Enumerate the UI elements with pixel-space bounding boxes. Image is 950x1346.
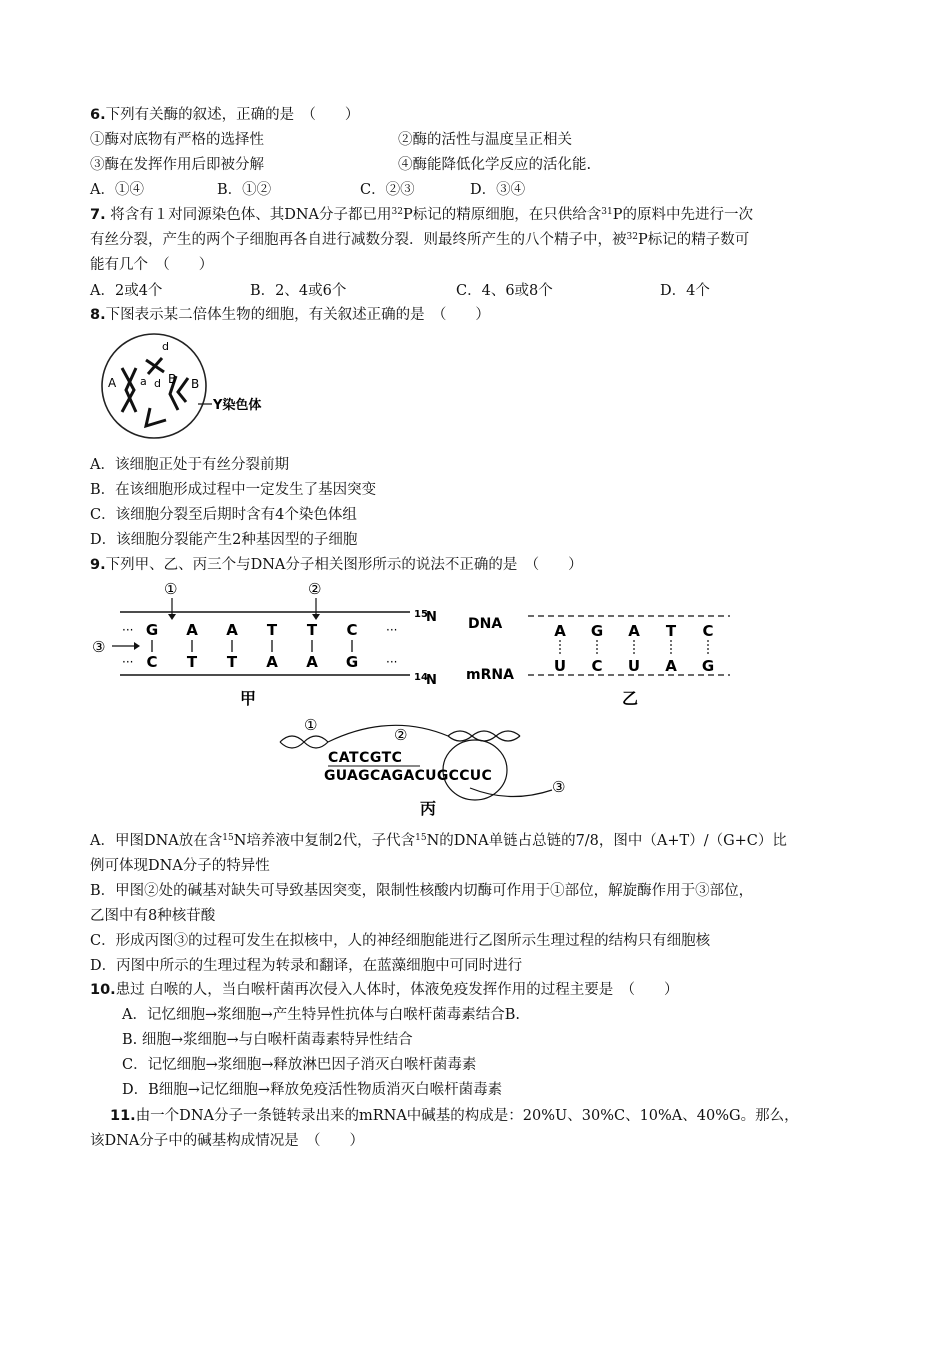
jia-top-base: T: [266, 621, 278, 639]
q6-opt1: ①酶对底物有严格的选择性: [90, 132, 264, 148]
q9-a-part2: N培养液中复制2代，子代含: [233, 833, 416, 849]
jia-bottom-base: T: [186, 653, 198, 671]
label-a: a: [140, 375, 147, 388]
jia-arrowhead-3: [134, 642, 140, 650]
bing-open-strand: [328, 725, 448, 742]
label-A: A: [108, 376, 117, 390]
q7-choice-a: A．2或4个: [90, 283, 163, 299]
q10-option-a: A．记忆细胞→浆细胞→产生特异性抗体与白喉杆菌毒素结合B.: [122, 1007, 521, 1023]
q7-number: 7.: [90, 207, 106, 223]
q9-option-a-line2: 例可体现DNA分子的特异性: [90, 858, 270, 874]
jia-bottom-base: T: [226, 653, 238, 671]
label-d: d: [154, 377, 161, 390]
jia-bottom-base: G: [345, 653, 359, 671]
q7-line3: 能有几个 （ ）: [90, 257, 214, 273]
q7-line2-part2: P标记的精子数可: [637, 232, 750, 248]
yi-mrna-label: mRNA: [466, 667, 514, 683]
bing-helix-left-2: [280, 736, 328, 748]
q6-choice-b: B．①②: [217, 182, 272, 198]
q9-stem-text: 下列甲、乙、丙三个与DNA分子相关图形所示的说法不正确的是 （ ）: [105, 557, 583, 573]
yi-dna-base: C: [702, 622, 714, 640]
q7-line2-part1: 有丝分裂，产生的两个子细胞再各自进行减数分裂．则最终所产生的八个精子中，被: [90, 232, 627, 248]
q11-line1: [110, 1106, 799, 1126]
q9-figure-jia-yi: [90, 576, 740, 706]
q10-number: 10.: [90, 982, 116, 998]
q7-sup-31: 31: [601, 207, 613, 217]
yi-dna-base: A: [628, 622, 640, 640]
bing-mark-1: ①: [304, 716, 318, 734]
q9-option-c: C．形成丙图③的过程可发生在拟核中，人的神经细胞能进行乙图所示生理过程的结构只有细胞核: [90, 933, 711, 949]
yi-rna-base: U: [553, 657, 567, 675]
jia-15-sup: 15: [414, 609, 428, 620]
q8-stem-text: 下图表示某二倍体生物的细胞，有关叙述正确的是 （ ）: [105, 307, 490, 323]
bing-helix-right-1: [448, 731, 520, 741]
q9-option-d: D．丙图中所示的生理过程为转录和翻译，在蓝藻细胞中可同时进行: [90, 958, 523, 974]
yi-caption: 乙: [622, 689, 639, 706]
q7-choice-b: B．2、4或6个: [250, 283, 347, 299]
q6-number: 6.: [90, 107, 106, 123]
label-B1: B: [168, 372, 177, 386]
q10-stem: [90, 980, 679, 1000]
jia-dots-top-left: ···: [122, 623, 134, 637]
jia-mark-1: ①: [164, 580, 178, 598]
jia-top-base: A: [226, 621, 238, 639]
q6-choice-a: A．①④: [90, 182, 144, 198]
q11-number: 11.: [110, 1108, 136, 1124]
q10-option-b: B. 细胞→浆细胞→与白喉杆菌毒素特异性结合: [122, 1032, 413, 1048]
bing-mrna-tail: [470, 788, 552, 797]
q7-sup-32: 32: [391, 207, 403, 217]
q9-stem: [90, 555, 583, 575]
q11-line2: 该DNA分子中的碱基构成情况是 （ ）: [90, 1133, 365, 1149]
q9-a-sup-15: 15: [222, 833, 234, 843]
q6-opt2: ②酶的活性与温度呈正相关: [398, 132, 572, 148]
q9-option-b-line1: B．甲图②处的碱基对缺失可导致基因突变，限制性核酸内切酶可作用于①部位，解旋酶作用于③部位，: [90, 883, 754, 899]
q8-option-a: A．该细胞正处于有丝分裂前期: [90, 457, 289, 473]
jia-14-N: N: [426, 673, 437, 688]
jia-14-sup: 14: [414, 672, 428, 683]
yi-rna-base: C: [591, 657, 603, 675]
jia-caption: 甲: [240, 689, 257, 706]
jia-mark-3: ③: [92, 638, 106, 656]
q8-cell-figure: [92, 330, 312, 445]
yi-dna-base: T: [665, 622, 677, 640]
jia-top-base: C: [346, 621, 358, 639]
q8-option-d: D．该细胞分裂能产生2种基因型的子细胞: [90, 532, 358, 548]
bing-caption: 丙: [420, 799, 437, 818]
q11-line1-text: 由一个DNA分子一条链转录出来的mRNA中碱基的构成是：20%U、30%C、10%A、40%G。那么，: [135, 1108, 799, 1124]
jia-top-base: G: [145, 621, 159, 639]
jia-base-pairs: [146, 621, 358, 671]
q9-a-part3: N的DNA单链占总链的7/8，图中（A+T）/（G+C）比: [426, 833, 787, 849]
jia-bottom-base: A: [306, 653, 318, 671]
q7-choice-c: C．4、6或8个: [456, 283, 553, 299]
yi-rna-base: G: [701, 657, 715, 675]
jia-dots-bottom-right: ···: [386, 655, 398, 669]
q9-a-part1: A．甲图DNA放在含: [90, 833, 223, 849]
yi-dna-base: G: [590, 622, 604, 640]
q7-sup-32b: 32: [626, 232, 638, 242]
yi-dna-label: DNA: [468, 616, 503, 632]
q7-line1-part1: 将含有１对同源染色体、其DNA分子都已用: [110, 207, 392, 223]
yi-rna-base: U: [627, 657, 641, 675]
q8-stem: [90, 305, 490, 325]
jia-15-N: N: [426, 610, 437, 625]
chromosome-d-2: [148, 358, 162, 374]
label-d-top: d: [162, 340, 169, 353]
q9-option-b-line2: 乙图中有8种核苷酸: [90, 908, 216, 924]
q7-line1-part2: P标记的精原细胞，在只供给含: [402, 207, 602, 223]
q6-stem: [90, 105, 359, 125]
jia-arrowhead-1: [168, 614, 176, 620]
q9-a-sup-15b: 15: [415, 833, 427, 843]
label-B2: B: [191, 377, 200, 391]
jia-bottom-base: A: [266, 653, 278, 671]
q6-opt3: ③酶在发挥作用后即被分解: [90, 157, 264, 173]
yi-dna-base: A: [554, 622, 566, 640]
q7-line1: [90, 205, 753, 225]
jia-top-base: T: [306, 621, 318, 639]
chromosome-B-2: [178, 378, 188, 402]
q9-figure-bing: [270, 708, 590, 820]
jia-top-base: A: [186, 621, 198, 639]
bing-seq-rna: GUAGCAGACUGCCUC: [324, 768, 493, 784]
jia-dots-bottom-left: ···: [122, 655, 134, 669]
q7-line2: [90, 230, 749, 250]
q8-option-c: C．该细胞分裂至后期时含有4个染色体组: [90, 507, 357, 523]
q7-choice-d: D．4个: [660, 283, 710, 299]
bing-seq-dna: CATCGTC: [328, 750, 403, 766]
q6-stem-text: 下列有关酶的叙述，正确的是 （ ）: [105, 107, 360, 123]
jia-mark-2: ②: [308, 580, 322, 598]
q6-choice-d: D．③④: [470, 182, 526, 198]
bing-mark-3: ③: [552, 778, 566, 796]
bing-mark-2: ②: [394, 726, 408, 744]
q6-choice-c: C．②③: [360, 182, 415, 198]
bing-helix-right-2: [448, 731, 520, 741]
jia-dots-top-right: ···: [386, 623, 398, 637]
q8-option-b: B．在该细胞形成过程中一定发生了基因突变: [90, 482, 377, 498]
q8-number: 8.: [90, 307, 106, 323]
label-y-chromosome: Y染色体: [213, 398, 262, 413]
jia-arrowhead-2: [312, 614, 320, 620]
yi-base-pairs: [554, 622, 714, 675]
q10-option-c: C．记忆细胞→浆细胞→释放淋巴因子消灭白喉杆菌毒素: [122, 1057, 477, 1073]
q10-option-d: D．B细胞→记忆细胞→释放免疫活性物质消灭白喉杆菌毒素: [122, 1082, 503, 1098]
q9-option-a-line1: [90, 831, 787, 851]
q6-opt4: ④酶能降低化学反应的活化能.: [398, 157, 592, 173]
jia-bottom-base: C: [146, 653, 158, 671]
chromosome-Y: [146, 408, 166, 426]
q7-line1-part3: P的原料中先进行一次: [612, 207, 753, 223]
yi-rna-base: A: [665, 657, 677, 675]
q9-number: 9.: [90, 557, 106, 573]
q10-stem-text: 患过 白喉的人，当白喉杆菌再次侵入人体时，体液免疫发挥作用的过程主要是 （ ）: [115, 982, 679, 998]
